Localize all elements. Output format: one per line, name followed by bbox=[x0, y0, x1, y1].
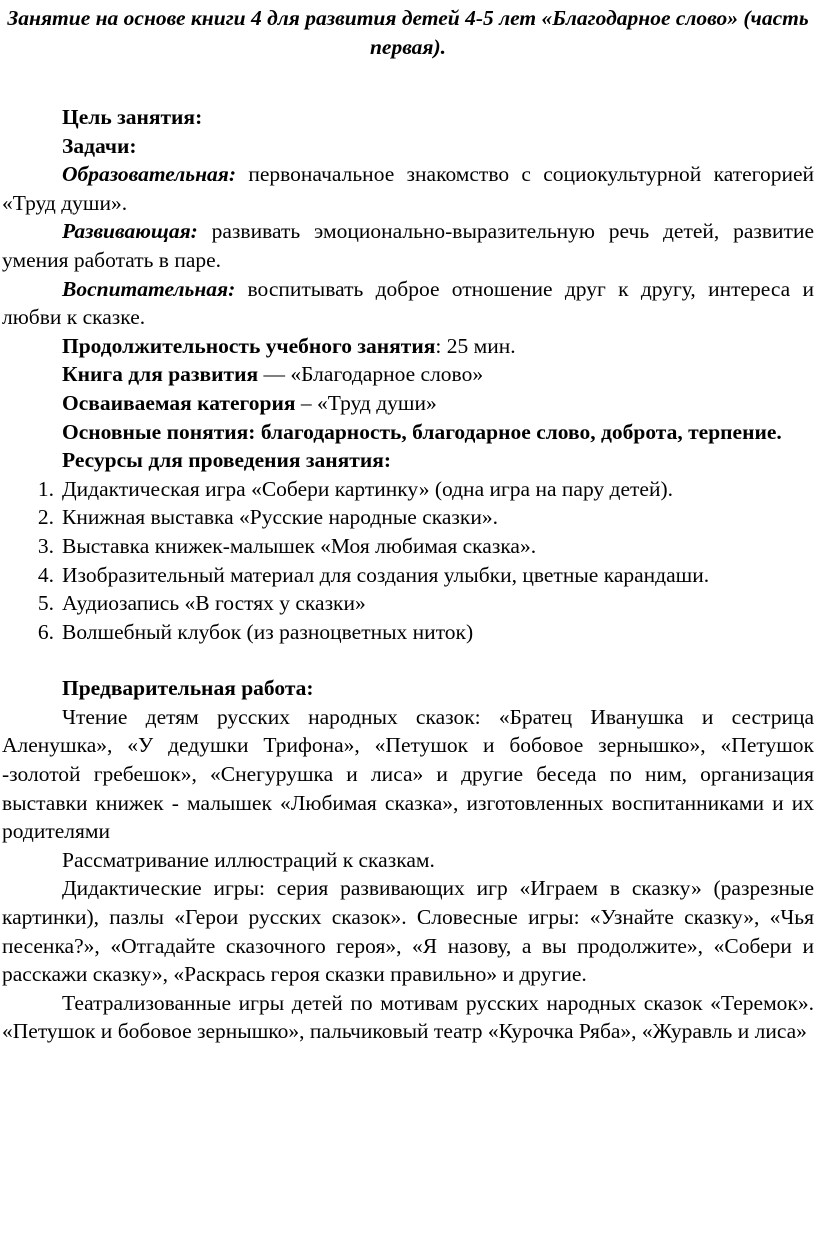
preliminary-paragraph-games: Дидактические игры: серия развивающих игр «Играем в сказку» (разрезные картинки), пазлы «Герои русских сказок». Словесные игры: «Узнайте сказку», «Чья песенка?», «Отгадайте сказочного героя», «Я назову, а вы продолжите», «Собери и расскажи сказку», «Раскрась героя сказки правильно» и другие. bbox=[2, 876, 814, 987]
list-item-text: Аудиозапись «В гостях у сказки» bbox=[62, 591, 366, 616]
list-number-text: 4. bbox=[37, 562, 54, 587]
duration-text: : 25 мин. bbox=[435, 333, 516, 358]
list-item bbox=[37, 475, 814, 504]
list-number-text: 2. bbox=[37, 505, 54, 530]
preliminary-paragraph-theatre: Театрализованные игры детей по мотивам русских народных сказок «Теремок». «Петушок и бобовое зернышко», пальчиковый театр «Курочка Ряба», «Журавль и лиса» bbox=[2, 990, 814, 1044]
duration-line bbox=[2, 332, 814, 361]
list-item bbox=[37, 561, 814, 590]
preliminary-heading: Предварительная работа: bbox=[62, 676, 314, 701]
list-number-text: 6. bbox=[37, 619, 54, 644]
list-item-text: Изобразительный материал для создания улыбки, цветные карандаши. bbox=[62, 562, 710, 587]
document-title: Занятие на основе книги 4 для развития детей 4-5 лет «Благодарное слово» (часть первая). bbox=[7, 6, 809, 59]
task-developing-label: Развивающая: bbox=[62, 219, 198, 244]
list-number-text: 5. bbox=[37, 591, 54, 616]
task-educational-label: Образовательная: bbox=[62, 162, 237, 187]
task-developing-text: развивать эмоционально-выразительную речь детей, развитие умения работать в паре. bbox=[2, 219, 814, 272]
list-number-text: 1. bbox=[37, 476, 54, 501]
task-upbringing bbox=[2, 275, 814, 332]
spacer bbox=[2, 646, 814, 674]
task-educational-text: первоначальное знакомство с социокультурной категорией «Труд души». bbox=[2, 162, 814, 215]
list-item-text: Книжная выставка «Русские народные сказки». bbox=[62, 505, 498, 530]
preliminary-paragraph-reading: Чтение детям русских народных сказок: «Братец Иванушка и сестрица Аленушка», «У дедушки Трифона», «Петушок и бобовое зернышко», «Петушок -золотой гребешок», «Снегурушка и лиса» и другие беседа по ним, организация выставки книжек - малышек «Любимая сказка», изготовленных воспитанниками и их родителями bbox=[2, 704, 814, 844]
list-item bbox=[37, 532, 814, 561]
category-line bbox=[2, 389, 814, 418]
tasks-heading: Задачи: bbox=[62, 133, 137, 158]
category-label: Осваиваемая категория bbox=[62, 390, 296, 415]
task-upbringing-label: Воспитательная: bbox=[62, 276, 236, 301]
book-text: — «Благодарное слово» bbox=[258, 362, 484, 387]
list-item-text: Выставка книжек-малышек «Моя любимая сказка». bbox=[62, 533, 537, 558]
list-number-text: 3. bbox=[37, 533, 54, 558]
list-item bbox=[37, 503, 814, 532]
list-item-text: Волшебный клубок (из разноцветных ниток) bbox=[62, 619, 474, 644]
list-item bbox=[37, 589, 814, 618]
task-educational bbox=[2, 160, 814, 217]
book-label: Книга для развития bbox=[62, 362, 259, 387]
task-upbringing-text: воспитывать доброе отношение друг к другу, интереса и любви к сказке. bbox=[2, 276, 814, 330]
concepts-line: Основные понятия: благодарность, благодарное слово, доброта, терпение. bbox=[62, 419, 782, 444]
list-item bbox=[37, 618, 814, 647]
resources-heading: Ресурсы для проведения занятия: bbox=[62, 448, 392, 473]
preliminary-paragraph-illustrations: Рассматривание иллюстраций к сказкам. bbox=[62, 847, 435, 872]
goal-heading: Цель занятия: bbox=[62, 105, 203, 129]
task-developing bbox=[2, 217, 814, 274]
spacer bbox=[2, 62, 814, 103]
resources-list bbox=[2, 475, 814, 647]
category-text: – «Труд души» bbox=[295, 390, 437, 415]
duration-label: Продолжительность учебного занятия bbox=[62, 333, 436, 358]
book-line bbox=[2, 360, 814, 389]
list-item-text: Дидактическая игра «Собери картинку» (одна игра на пару детей). bbox=[62, 476, 673, 501]
